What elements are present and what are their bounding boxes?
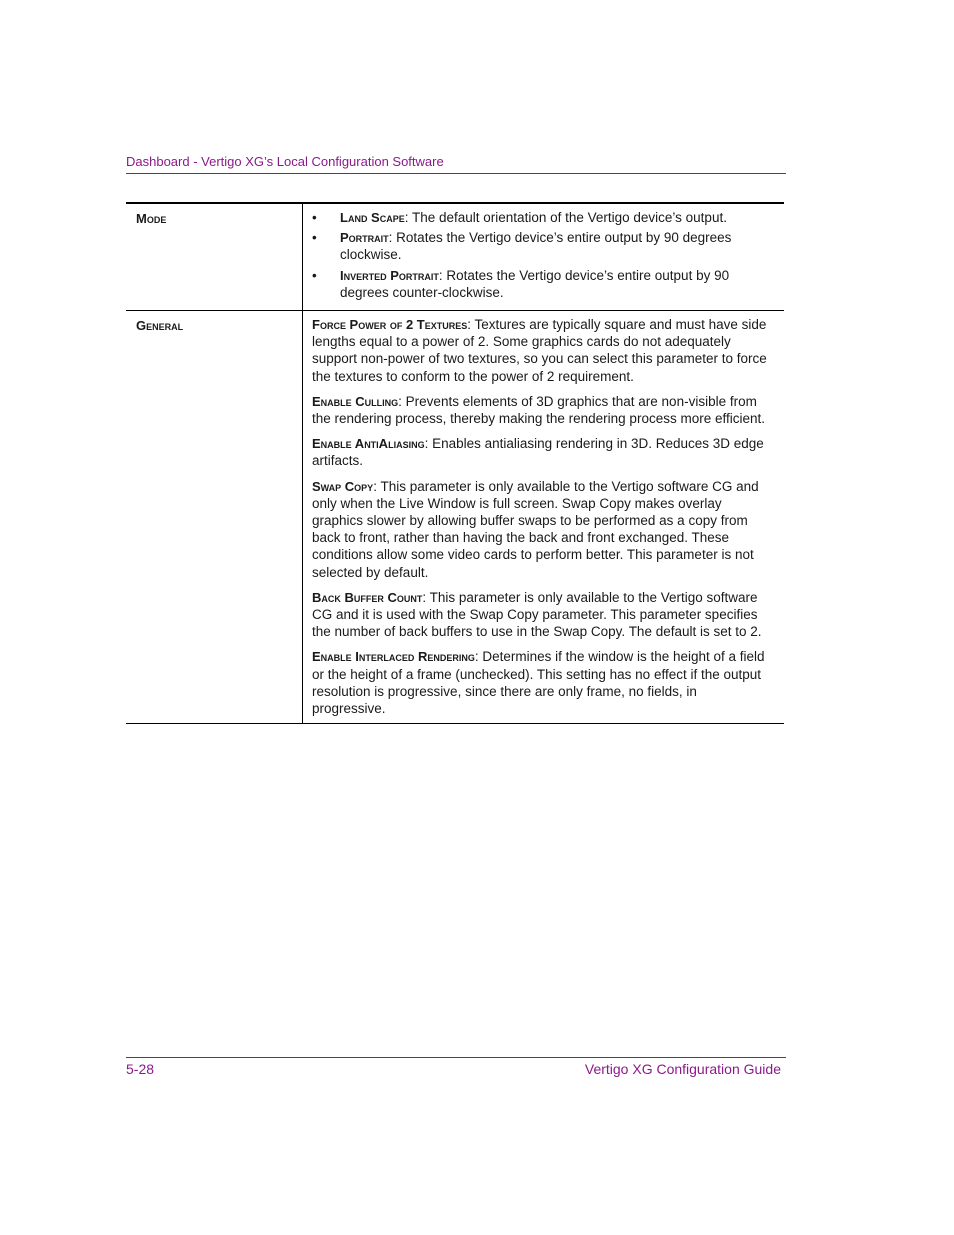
setting-term: Enable Culling [312,393,399,409]
mode-option-list [312,209,774,301]
bullet-icon: • [312,230,317,246]
param-desc-mode [303,204,784,310]
option-term: Portrait [340,230,389,246]
table-row-general [126,311,784,724]
setting-paragraph [312,478,774,581]
option-text: : The default orientation of the Vertigo device’s output. [404,210,727,225]
setting-paragraph [312,648,774,717]
list-item [312,229,774,263]
setting-term: Swap Copy [312,478,374,494]
header-title: Dashboard - Vertigo XG’s Local Configuration Software [126,154,444,169]
setting-paragraph [312,393,774,427]
parameter-table [126,202,784,724]
param-name-general: General [126,311,303,723]
setting-paragraph [312,589,774,641]
param-name-mode: Mode [126,204,303,310]
setting-term: Back Buffer Count [312,589,423,605]
param-desc-general [303,311,784,723]
setting-text: : Prevents elements of 3D graphics that are non-visible from the rendering process, thereby making the rendering process more efficient. [312,393,765,427]
option-term: Inverted Portrait [340,267,439,283]
setting-text: : This parameter is only available to the Vertigo software CG and only when the Live Window is full screen. Swap Copy makes overlay graphics slower by allowing buffer swaps to be performed as a copy from back to front, rather than having the back and front exchanged. These conditions allow some video cards to perform better. This parameter is not selected by default. [312,478,759,580]
setting-text: : Enables antialiasing rendering in 3D. Reduces 3D edge artifacts. [312,436,764,469]
running-header [126,154,786,174]
running-footer [126,1057,786,1077]
guide-title: Vertigo XG Configuration Guide [584,1061,781,1077]
option-text: : Rotates the Vertigo device’s entire output by 90 degrees counter-clockwise. [340,267,730,300]
table-row-mode [126,204,784,311]
setting-term: Force Power of 2 Textures [312,317,468,333]
setting-term: Enable Interlaced Rendering [312,649,475,665]
setting-text: : This parameter is only available to the Vertigo software CG and it is used with the Swap Copy parameter. This parameter specifies the number of back buffers to use in the Swap Copy. The default is set to 2. [312,589,762,640]
list-item [312,267,774,301]
option-text: : Rotates the Vertigo device’s entire output by 90 degrees clockwise. [340,230,732,263]
setting-text: : Determines if the window is the height of a field or the height of a frame (unchecked). This setting has no effect if the output resolution is progressive, since there are only frame, no fields, in progressive. [312,649,765,717]
setting-paragraph [312,316,774,385]
setting-term: Enable AntiAliasing [312,436,425,452]
list-item [312,209,774,226]
bullet-icon: • [312,267,317,283]
page-number: 5-28 [126,1061,155,1077]
bullet-icon: • [312,210,317,225]
setting-text: : Textures are typically square and must have side lengths equal to a power of 2. Some graphics cards do not adequately support non-power of two textures, so you can select this parameter to force the textures to conform to the power of 2 requirement. [312,317,767,384]
option-term: Land Scape [340,210,405,225]
setting-paragraph [312,435,774,469]
